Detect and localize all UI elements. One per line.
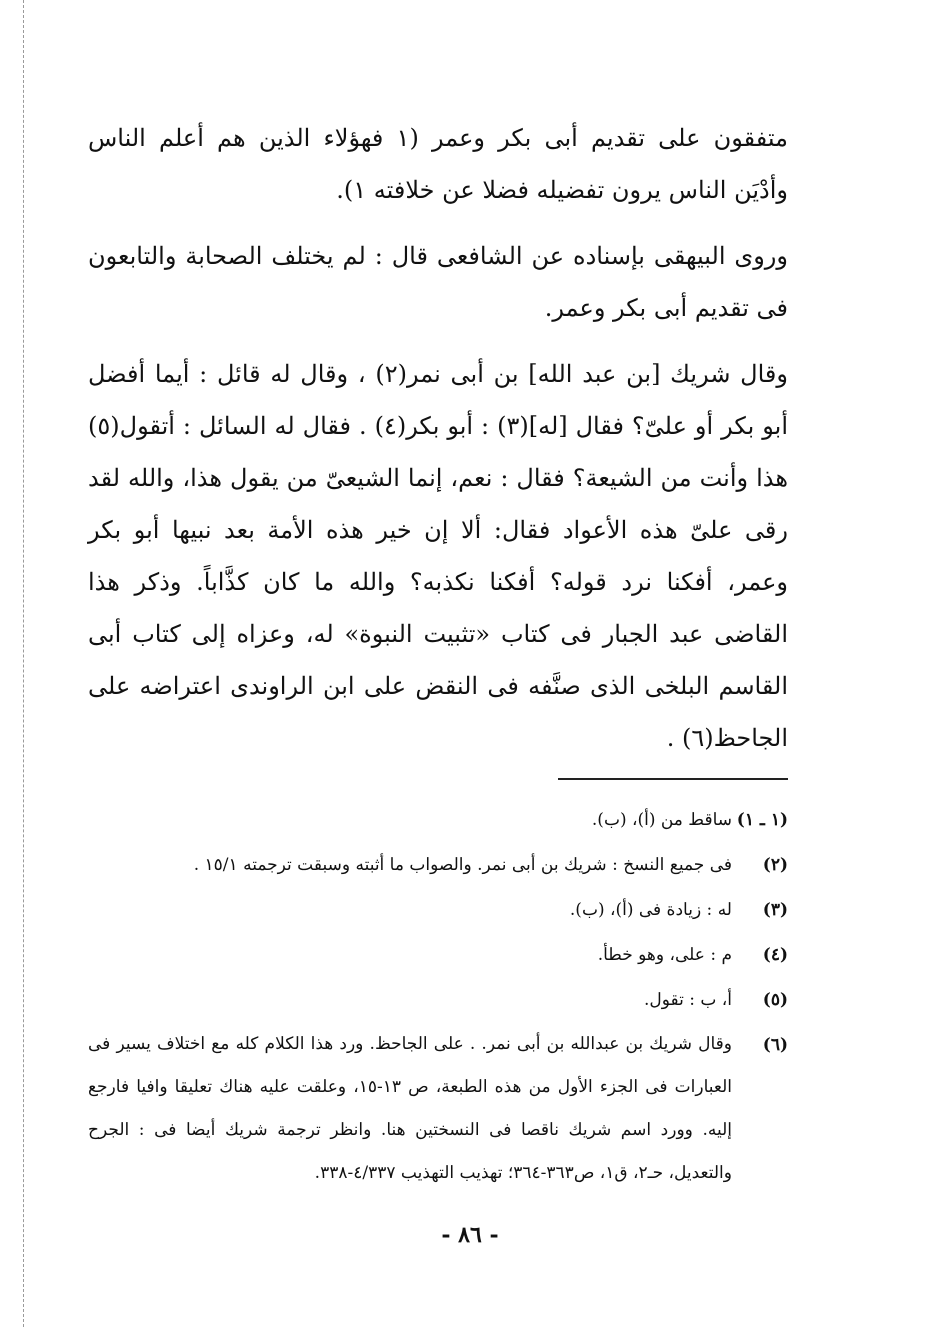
page-number: - ٨٦ -: [441, 1222, 499, 1248]
footnote-4: [88, 933, 788, 978]
footnote-number: (١ ـ ١): [736, 810, 788, 830]
paragraph-1: متفقون على تقديم أبى بكر وعمر (١ فهؤلاء الذين هم أعلم الناس وأدْيَن الناس يرون تفضيله فضلا عن خلافته ١).: [88, 124, 788, 204]
footnote-text: ساقط من (أ)، (ب).: [591, 810, 732, 830]
footnote-number: (٣): [762, 900, 788, 920]
footnote-6: [88, 1023, 788, 1195]
main-text: [88, 112, 788, 764]
footnote-2: [88, 843, 788, 888]
footnote-separator: [558, 778, 788, 780]
paragraph-2: وروى البيهقى بإسناده عن الشافعى قال : لم يختلف الصحابة والتابعون فى تقديم أبى بكر وعمر.: [88, 242, 788, 322]
paragraph-3: وقال شريك [بن عبد الله] بن أبى نمر(٢) ، وقال له قائل : أيما أفضل أبو بكر أو علىّ؟ فقال [له](٣) : أبو بكر(٤) . فقال له السائل : أتقول(٥) هذا وأنت من الشيعة؟ فقال : نعم، إنما الشيعىّ من يقول هذا، والله لقد رقى علىّ هذه الأعواد فقال: ألا إن خير هذه الأمة بعد نبيها أبو بكر وعمر، أفكنا نرد قوله؟ أفكنا نكذبه؟ والله ما كان كذَّاباً. وذكر هذا القاضى عبد الجبار فى كتاب «تثبيت النبوة» له، وعزاه إلى كتاب أبى القاسم البلخى الذى صنَّفه فى النقض على ابن الراوندى اعتراضه على الجاحظ(٦) .: [88, 360, 789, 752]
footnote-text: فى جميع النسخ : شريك بن أبى نمر. والصواب ما أثبته وسبقت ترجمته ١٥/١ .: [193, 855, 732, 875]
footnote-5: [88, 978, 788, 1023]
footnote-text: وقال شريك بن عبدالله بن أبى نمر. . على الجاحظ. ورد هذا الكلام كله مع اختلاف يسير فى العبارات فى الجزء الأول من هذه الطبعة، ص ١٣-١٥، وعلقت عليه هناك تعليقا وافيا فارجع إليه. وورد اسم شريك ناقصا فى النسختين هنا. وانظر ترجمة شريك أيضا فى : الجرح والتعديل، حـ٢، ق١، ص٣٦٣-٣٦٤؛ تهذيب التهذيب ٤/٣٣٧-٣٣٨.: [88, 1034, 732, 1183]
footnote-number: (٤): [762, 945, 788, 965]
page-content: [88, 112, 788, 1195]
footnote-number: (٦): [762, 1035, 788, 1055]
footnotes: [88, 798, 788, 1195]
footnote-number: (٢): [762, 855, 788, 875]
footnote-number: (٥): [762, 990, 788, 1010]
footnote-text: له : زيادة فى (أ)، (ب).: [569, 900, 732, 920]
footnote-text: م : على، وهو خطأ.: [597, 945, 732, 965]
footnote-3: [88, 888, 788, 933]
footnote-1: [88, 798, 788, 843]
footnote-text: أ، ب : تقول.: [643, 990, 732, 1010]
binding-margin-line: [23, 0, 24, 1327]
